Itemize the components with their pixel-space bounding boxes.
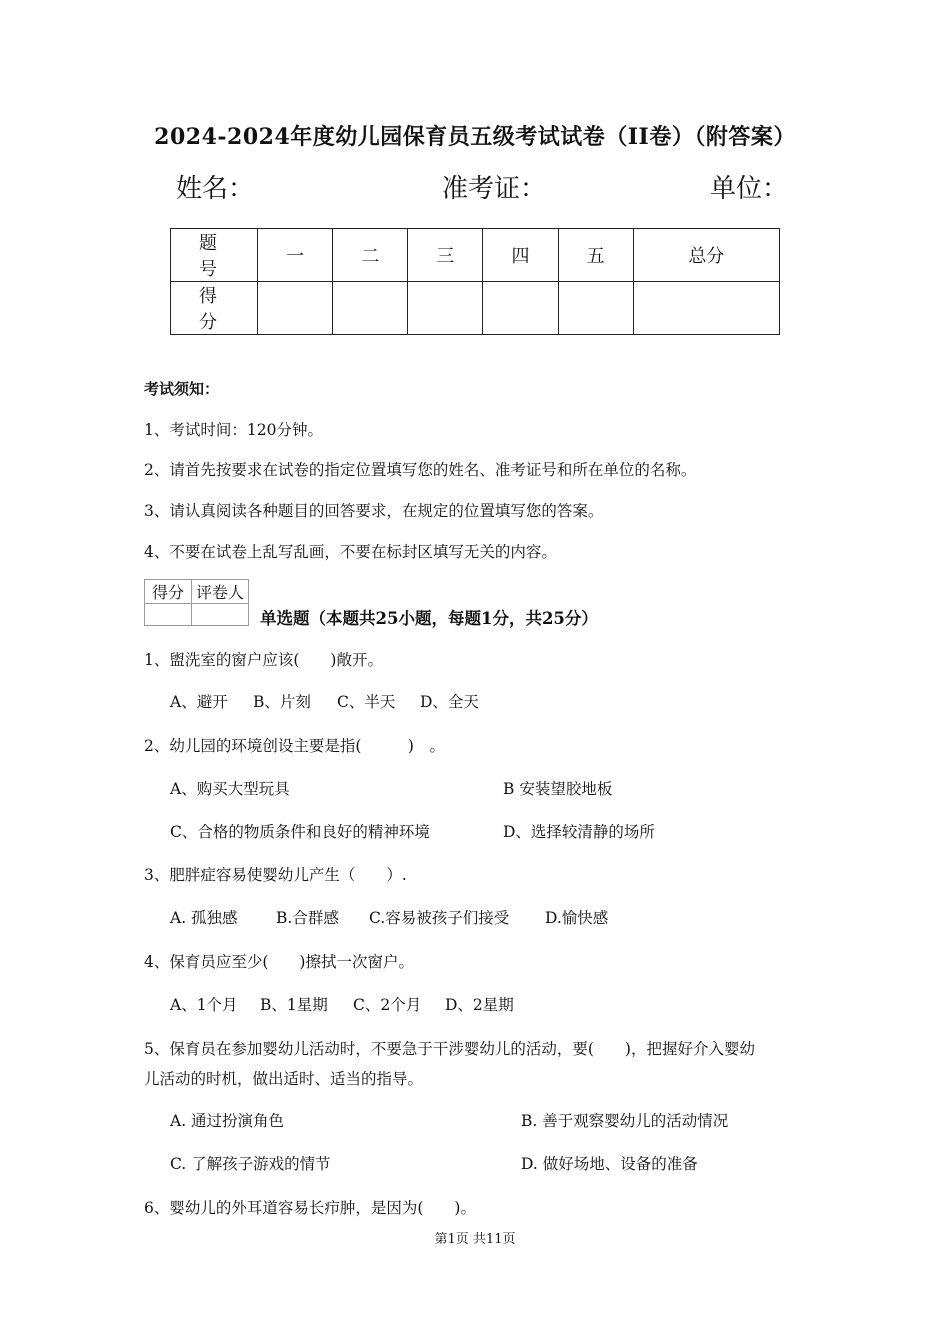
score-cell-5[interactable] (558, 282, 633, 335)
question-4-stem: 4、保育员应至少( )擦拭一次窗户。 (144, 953, 414, 971)
question-5-stem-line-2: 儿活动的时机，做出适时、适当的指导。 (144, 1070, 424, 1088)
question-3-option-b: B.合群感 (276, 909, 339, 927)
notice-item-2: 2、请首先按要求在试卷的指定位置填写您的姓名、准考证号和所在单位的名称。 (144, 461, 697, 479)
question-1-option-b: B、片刻 (253, 693, 311, 711)
score-cell-total[interactable] (633, 282, 779, 335)
notice-title: 考试须知： (144, 380, 220, 398)
score-table-col-2: 二 (333, 229, 408, 282)
question-6-stem: 6、婴幼儿的外耳道容易长疖肿，是因为( )。 (144, 1199, 476, 1217)
question-3-option-d: D.愉快感 (545, 909, 609, 927)
score-table-score-row (171, 282, 780, 335)
question-4-option-a: A、1个月 (170, 996, 238, 1014)
question-2-option-d: D、选择较清静的场所 (503, 823, 655, 841)
question-4-option-b: B、1星期 (260, 996, 328, 1014)
question-2-option-c: C、合格的物质条件和良好的精神环境 (170, 823, 430, 841)
notice-item-1: 1、考试时间：120分钟。 (144, 421, 323, 439)
score-table-col-5: 五 (558, 229, 633, 282)
question-5-option-d: D. 做好场地、设备的准备 (521, 1155, 698, 1173)
score-cell-1[interactable] (258, 282, 333, 335)
notice-item-3: 3、请认真阅读各种题目的回答要求，在规定的位置填写您的答案。 (144, 502, 604, 520)
exam-title: 2024-2024年度幼儿园保育员五级考试试卷（II卷）（附答案） (154, 124, 796, 150)
question-4-option-c: C、2个月 (353, 996, 422, 1014)
page-footer: 第1页 共11页 (434, 1232, 516, 1247)
score-cell-2[interactable] (333, 282, 408, 335)
question-3-option-a: A. 孤独感 (170, 909, 238, 927)
question-5-option-b: B. 善于观察婴幼儿的活动情况 (521, 1112, 729, 1130)
score-table-col-total: 总分 (633, 229, 779, 282)
score-table-row-label: 题 号 (171, 229, 258, 282)
question-5-option-c: C. 了解孩子游戏的情节 (170, 1155, 331, 1173)
question-2-stem: 2、幼儿园的环境创设主要是指( ) 。 (144, 737, 445, 755)
grader-name-label: 评卷人 (192, 580, 249, 604)
question-2-option-b: B 安装望胶地板 (503, 780, 613, 798)
score-table-score-label: 得 分 (171, 282, 258, 335)
question-1-option-d: D、全天 (420, 693, 479, 711)
score-table-col-1: 一 (258, 229, 333, 282)
question-3-option-c: C.容易被孩子们接受 (369, 909, 510, 927)
question-5-option-a: A. 通过扮演角色 (170, 1112, 285, 1130)
grader-name-cell[interactable] (192, 604, 249, 626)
question-1-option-c: C、半天 (337, 693, 396, 711)
score-table-col-4: 四 (483, 229, 558, 282)
question-2-option-a: A、购买大型玩具 (170, 780, 290, 798)
name-label: 姓名： (176, 174, 255, 204)
score-cell-3[interactable] (408, 282, 483, 335)
unit-label: 单位： (710, 174, 789, 204)
question-3-stem: 3、肥胖症容易使婴幼儿产生（ ）. (144, 866, 407, 884)
question-5-stem-line-1: 5、保育员在参加婴幼儿活动时，不要急于干涉婴幼儿的活动，要( )，把握好介入婴幼 (144, 1040, 755, 1058)
score-cell-4[interactable] (483, 282, 558, 335)
notice-item-4: 4、不要在试卷上乱写乱画，不要在标封区填写无关的内容。 (144, 543, 557, 561)
score-table-col-3: 三 (408, 229, 483, 282)
grader-box (144, 579, 249, 626)
score-table-header-row (171, 229, 780, 282)
question-1-option-a: A、避开 (170, 693, 228, 711)
section-title: 单选题（本题共25小题，每题1分，共25分） (260, 609, 598, 628)
score-table (170, 228, 780, 335)
grader-score-cell[interactable] (145, 604, 192, 626)
question-4-option-d: D、2星期 (445, 996, 514, 1014)
grader-score-label: 得分 (145, 580, 192, 604)
ticket-number-label: 准考证： (442, 174, 547, 204)
question-1-stem: 1、盥洗室的窗户应该( )敞开。 (144, 651, 383, 669)
